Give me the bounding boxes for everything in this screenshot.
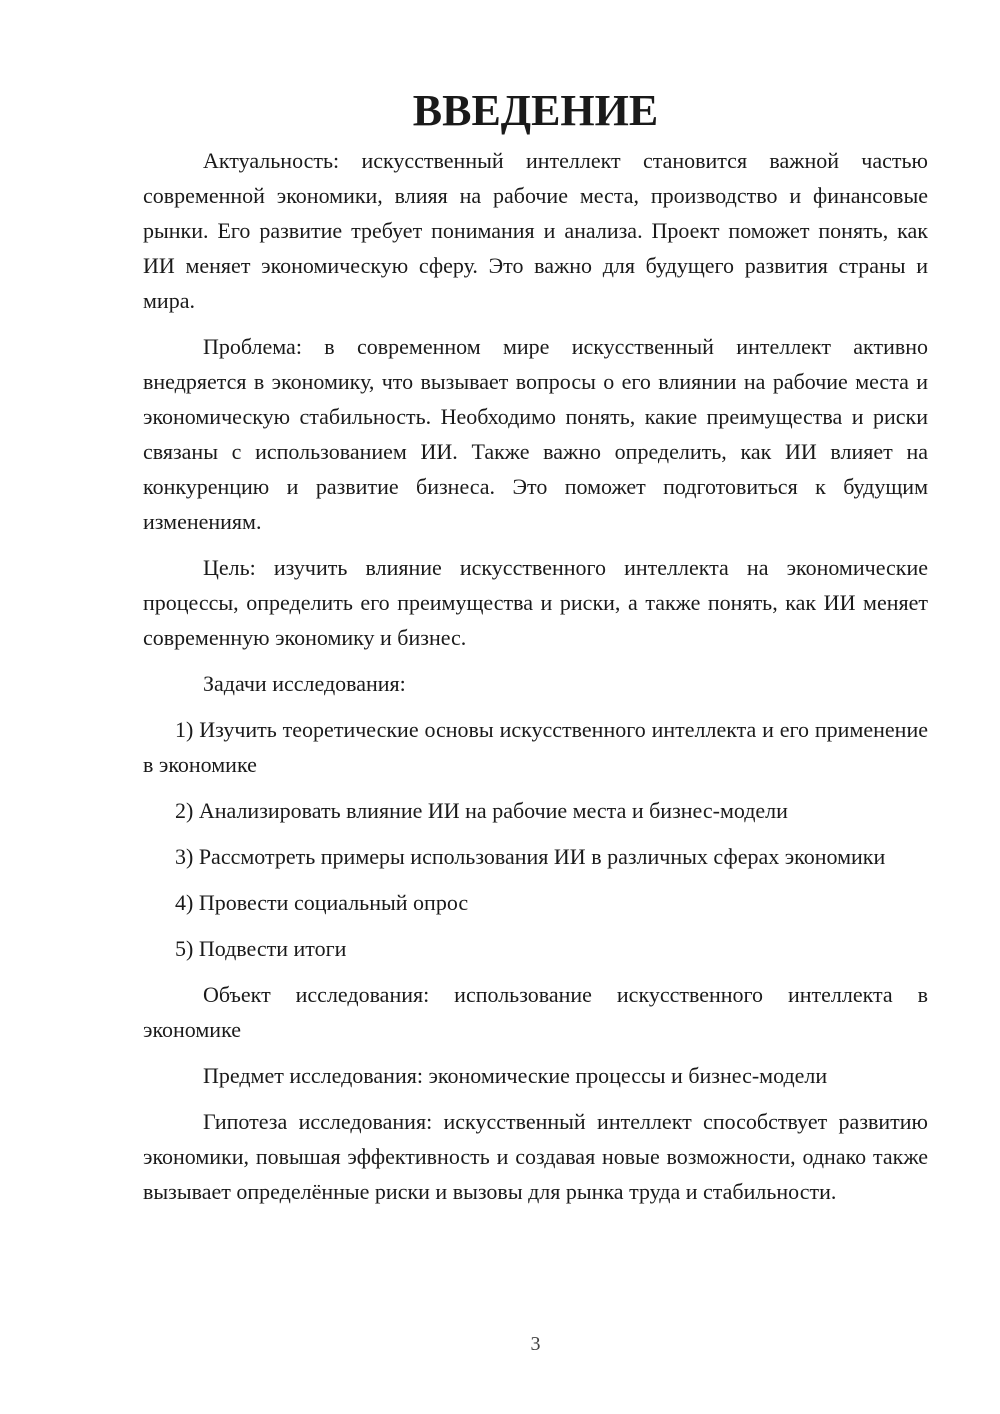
- tasks-heading: Задачи исследования:: [203, 671, 406, 696]
- object-paragraph: Объект исследования: использование искусственного интеллекта в экономике: [143, 982, 928, 1042]
- list-item: 1) Изучить теоретические основы искусственного интеллекта и его применение в экономике: [143, 717, 928, 777]
- document-body: [143, 143, 928, 1220]
- list-item: 4) Провести социальный опрос: [175, 890, 469, 915]
- list-item: 3) Рассмотреть примеры использования ИИ в различных сферах экономики: [175, 844, 886, 869]
- relevance-paragraph: Актуальность: искусственный интеллект становится важной частью современной экономики, влияя на рабочие места, производство и финансовые рынки. Его развитие требует понимания и анализа. Проект поможет понять, как ИИ меняет экономическую сферу. Это важно для будущего развития страны и мира.: [143, 148, 928, 313]
- tasks-list: [143, 712, 928, 966]
- subject-paragraph: Предмет исследования: экономические процессы и бизнес-модели: [203, 1063, 828, 1088]
- list-item: 2) Анализировать влияние ИИ на рабочие места и бизнес-модели: [175, 798, 788, 823]
- list-item: 5) Подвести итоги: [175, 936, 347, 961]
- page-title: ВВЕДЕНИЕ: [412, 86, 659, 135]
- problem-paragraph: Проблема: в современном мире искусственный интеллект активно внедряется в экономику, что вызывает вопросы о его влиянии на рабочие места и экономическую стабильность. Необходимо понять, какие преимущества и риски связаны с использованием ИИ. Также важно определить, как ИИ влияет на конкуренцию и развитие бизнеса. Это поможет подготовиться к будущим изменениям.: [143, 334, 928, 534]
- page-number: 3: [530, 1333, 541, 1355]
- goal-paragraph: Цель: изучить влияние искусственного интеллекта на экономические процессы, определить его преимущества и риски, а также понять, как ИИ меняет современную экономику и бизнес.: [143, 555, 928, 650]
- hypothesis-paragraph: Гипотеза исследования: искусственный интеллект способствует развитию экономики, повышая эффективность и создавая новые возможности, однако также вызывает определённые риски и вызовы для рынка труда и стабильности.: [143, 1109, 928, 1204]
